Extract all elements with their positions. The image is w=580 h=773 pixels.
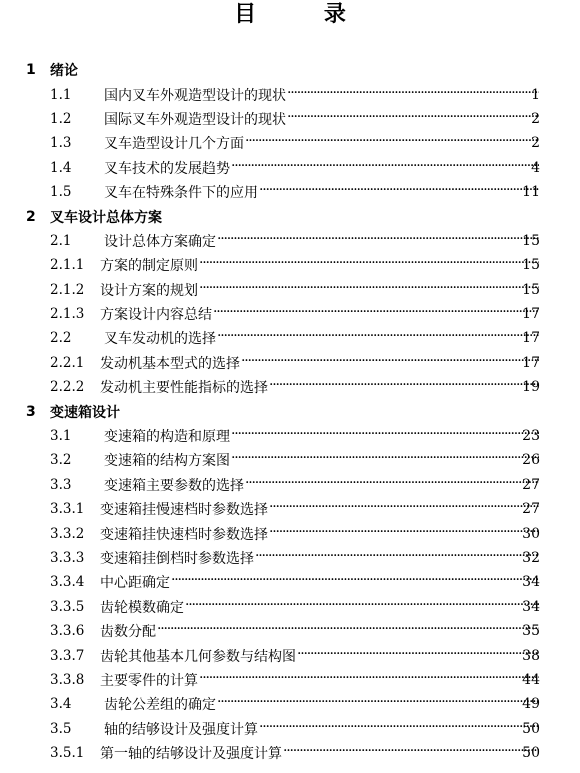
entry-body [104, 158, 540, 178]
section-number: 3.1 [50, 428, 72, 445]
toc-entry-row [0, 424, 580, 448]
entry-body [104, 719, 540, 739]
dot-leader [199, 673, 539, 687]
page-number: 11 [522, 184, 540, 201]
toc-entry-row [0, 326, 580, 350]
entry-body [104, 450, 540, 470]
section-number: 2.2 [50, 330, 72, 347]
toc-entry [0, 448, 580, 472]
entry-body [104, 426, 540, 446]
section-title: 发动机基本型式的选择 [100, 355, 240, 372]
dot-leader [231, 429, 539, 443]
page-number: 44 [522, 671, 540, 688]
dot-leader [269, 527, 539, 541]
dot-leader [283, 746, 539, 760]
toc-entry [0, 741, 580, 765]
entry-body [104, 231, 540, 251]
toc-entry [0, 253, 580, 277]
page-number: 27 [522, 501, 540, 518]
dot-leader [287, 112, 539, 126]
section-title: 齿轮公差组的确定 [104, 697, 216, 714]
toc-chapter-row [0, 399, 580, 423]
page-number: 2 [531, 135, 540, 152]
entry-body [100, 743, 540, 763]
dot-leader [199, 258, 539, 272]
section-number: 3.4 [50, 696, 72, 713]
dot-leader [245, 478, 539, 492]
page-number: 17 [522, 354, 540, 371]
toc-entry-row [0, 375, 580, 399]
toc-entry [0, 326, 580, 350]
dot-leader [255, 551, 539, 565]
entry-body [104, 133, 540, 153]
section-number: 3.3.3 [50, 550, 85, 566]
section-number: 3.3.2 [50, 525, 85, 542]
section-number: 2.1.1 [50, 257, 85, 274]
section-number: 1.2 [50, 110, 72, 127]
section-number: 3.3.7 [50, 647, 85, 664]
dot-leader [171, 575, 539, 589]
chapter-title: 变速箱设计 [50, 404, 120, 421]
toc-entry-row [0, 546, 580, 570]
dot-leader [231, 453, 539, 467]
dot-leader [157, 624, 539, 638]
toc-entry-row [0, 570, 580, 594]
toc-entry [0, 229, 580, 253]
section-number: 3.5 [50, 720, 72, 737]
toc-entry [0, 643, 580, 667]
entry-body [100, 548, 540, 568]
section-title: 国内叉车外观造型设计的现状 [104, 87, 286, 104]
section-title: 中心距确定 [100, 575, 170, 592]
chapter-number: 1 [26, 62, 36, 79]
dot-leader [287, 88, 539, 102]
toc-entry-row [0, 229, 580, 253]
toc-entry [0, 668, 580, 692]
entry-body [100, 353, 540, 373]
section-number: 3.5.1 [50, 745, 85, 762]
entry-body [100, 670, 540, 690]
entry-body [100, 646, 540, 666]
section-title: 国际叉车外观造型设计的现状 [104, 111, 286, 128]
section-number: 3.3.6 [50, 623, 85, 640]
section-number: 3.3.8 [50, 671, 85, 688]
section-number: 2.1.3 [50, 306, 85, 323]
section-title: 方案的制定原则 [100, 258, 198, 275]
toc-entry-row [0, 107, 580, 131]
entry-body [100, 597, 540, 617]
toc-entry-row [0, 497, 580, 521]
section-title: 变速箱主要参数的选择 [104, 477, 244, 494]
toc-entry-row [0, 668, 580, 692]
toc-entry-row [0, 302, 580, 326]
page-number: 38 [522, 647, 540, 664]
toc-entry [0, 375, 580, 399]
toc-entry [0, 570, 580, 594]
section-title: 变速箱挂慢速档时参数选择 [100, 502, 268, 519]
entry-body [104, 182, 540, 202]
section-number: 1.1 [50, 86, 72, 103]
entry-body [100, 255, 540, 275]
page-number: 17 [522, 306, 540, 323]
dot-leader [199, 283, 539, 297]
toc-entry [0, 595, 580, 619]
page-number: 26 [522, 452, 540, 469]
section-title: 齿轮模数确定 [100, 599, 184, 616]
entry-body [100, 621, 540, 641]
dot-leader [213, 307, 539, 321]
page-number: 17 [522, 330, 540, 347]
page-number: 2 [531, 110, 540, 127]
section-number: 2.1.2 [50, 281, 85, 298]
entry-body [104, 109, 540, 129]
section-title: 叉车发动机的选择 [104, 331, 216, 348]
section-title: 叉车造型设计几个方面 [104, 136, 244, 153]
page-number: 15 [522, 257, 540, 274]
dot-leader [269, 380, 539, 394]
section-title: 发动机主要性能指标的选择 [100, 380, 268, 397]
toc-entry-row [0, 692, 580, 716]
toc-title: 目 录 [234, 2, 376, 27]
chapter-number: 3 [26, 403, 36, 420]
toc-entry-row [0, 156, 580, 180]
toc-entry-row [0, 619, 580, 643]
section-number: 2.2.1 [50, 354, 85, 371]
section-title: 齿轮其他基本几何参数与结构图 [100, 648, 296, 665]
section-title: 变速箱挂倒档时参数选择 [100, 551, 254, 567]
section-title: 设计总体方案确定 [104, 233, 216, 250]
dot-leader [217, 697, 539, 711]
toc-entry-row [0, 180, 580, 204]
toc-entry [0, 521, 580, 545]
toc-entry-row [0, 717, 580, 741]
toc-entry [0, 497, 580, 521]
chapter-number: 2 [26, 208, 36, 225]
section-title: 变速箱的结构方案图 [104, 453, 230, 470]
toc-entry-row [0, 131, 580, 155]
entry-body [104, 85, 540, 105]
page-number: 50 [522, 745, 540, 762]
toc-entry [0, 131, 580, 155]
section-number: 3.3 [50, 476, 72, 493]
section-title: 叉车在特殊条件下的应用 [104, 185, 258, 202]
section-title: 变速箱挂快速档时参数选择 [100, 526, 268, 543]
toc-entry-row [0, 448, 580, 472]
dot-leader [245, 136, 539, 150]
page-number: 15 [522, 281, 540, 298]
page-number: 34 [522, 574, 540, 591]
entry-body [104, 694, 540, 714]
chapter-title: 绪论 [50, 63, 78, 80]
toc-entry [0, 156, 580, 180]
page-number: 32 [522, 550, 540, 566]
dot-leader [259, 185, 539, 199]
toc-entry-row [0, 473, 580, 497]
dot-leader [231, 161, 539, 175]
dot-leader [259, 722, 539, 736]
toc-entry [0, 82, 580, 106]
entry-body [100, 524, 540, 544]
page-number: 1 [531, 86, 540, 103]
dot-leader [269, 502, 539, 516]
section-number: 3.3.5 [50, 598, 85, 615]
dot-leader [297, 649, 539, 663]
toc-entry-row [0, 741, 580, 765]
dot-leader [185, 600, 539, 614]
toc-entry-row [0, 643, 580, 667]
entry-body [100, 377, 540, 397]
entry-body [100, 280, 540, 300]
section-title: 主要零件的计算 [100, 672, 198, 689]
page-number: 15 [522, 232, 540, 249]
section-title: 叉车技术的发展趋势 [104, 160, 230, 177]
toc-entry-row [0, 82, 580, 106]
section-title: 变速箱的构造和原理 [104, 429, 230, 446]
toc-entry [0, 546, 580, 570]
page-number: 19 [522, 379, 540, 396]
toc-entry [0, 351, 580, 375]
toc-entry-row [0, 253, 580, 277]
toc-entry [0, 692, 580, 716]
page-number: 27 [522, 476, 540, 493]
section-title: 齿数分配 [100, 624, 156, 641]
page-number: 34 [522, 598, 540, 615]
toc-entry-row [0, 595, 580, 619]
toc-list [0, 58, 580, 765]
toc-entry-row [0, 278, 580, 302]
entry-body [100, 304, 540, 324]
section-number: 2.2.2 [50, 379, 85, 396]
toc-entry [0, 619, 580, 643]
entry-body [104, 328, 540, 348]
dot-leader [217, 234, 539, 248]
toc-entry-row [0, 521, 580, 545]
section-number: 3.3.1 [50, 501, 85, 518]
section-title: 第一轴的结够设计及强度计算 [100, 746, 282, 763]
toc-chapter-row [0, 204, 580, 228]
toc-entry-row [0, 351, 580, 375]
toc-entry [0, 278, 580, 302]
toc-entry [0, 717, 580, 741]
section-number: 3.3.4 [50, 574, 85, 591]
page-number: 23 [522, 428, 540, 445]
chapter-title: 叉车设计总体方案 [50, 209, 162, 226]
page-number: 50 [522, 720, 540, 737]
toc-chapter-row [0, 58, 580, 82]
entry-body [100, 572, 540, 592]
page-number: 35 [522, 623, 540, 640]
page-number: 49 [522, 696, 540, 713]
page-number: 30 [522, 525, 540, 542]
section-number: 3.2 [50, 452, 72, 469]
section-number: 1.4 [50, 159, 72, 176]
dot-leader [241, 356, 539, 370]
section-number: 1.3 [50, 135, 72, 152]
entry-body [100, 499, 540, 519]
toc-entry [0, 473, 580, 497]
section-number: 1.5 [50, 184, 72, 201]
toc-entry [0, 424, 580, 448]
entry-body [104, 475, 540, 495]
toc-entry [0, 107, 580, 131]
section-title: 方案设计内容总结 [100, 307, 212, 324]
toc-entry [0, 302, 580, 326]
section-title: 轴的结够设计及强度计算 [104, 721, 258, 738]
section-title: 设计方案的规划 [100, 282, 198, 299]
dot-leader [217, 331, 539, 345]
section-number: 2.1 [50, 232, 72, 249]
toc-entry [0, 180, 580, 204]
page-number: 4 [531, 159, 540, 176]
